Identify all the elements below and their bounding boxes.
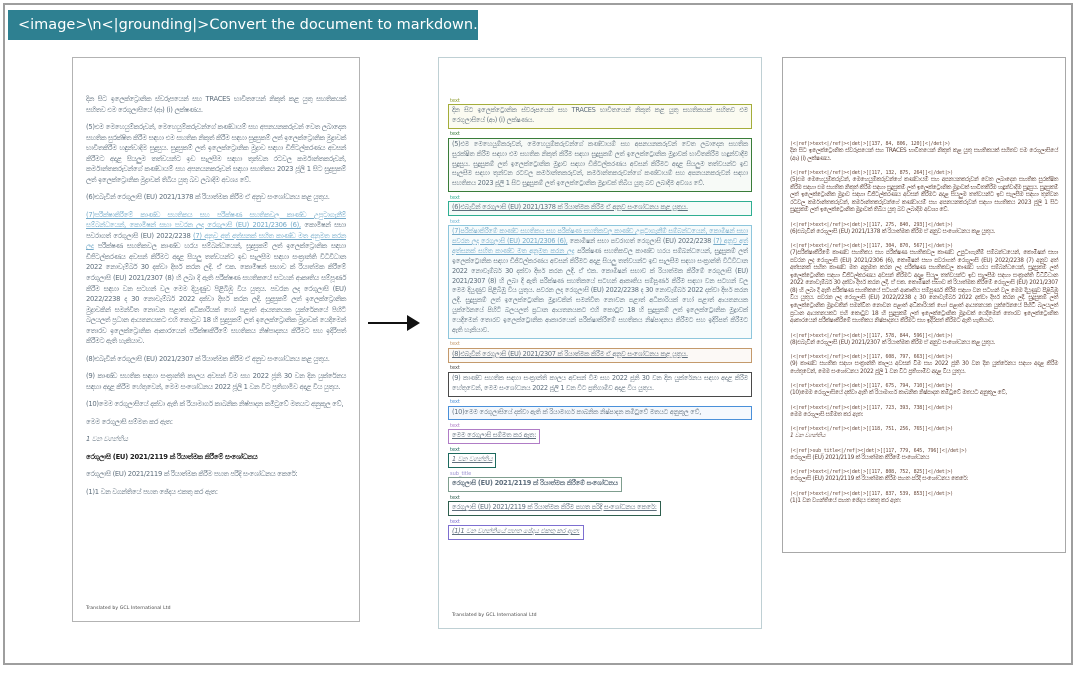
annotated-document-content: [439, 58, 761, 540]
arrow-icon: [368, 315, 420, 331]
detected-box: [448, 494, 661, 516]
paragraph: (9) කාණ්ඩ සහතික සඳහා සංක්‍රාන්ති කාලය අවසන් වීම සහ 2022 ජූනි 30 වන දින යුක්රේනය සඳහා අදාළ කිරීම හේතුවෙන්, මෙම සංශෝධනය 2022 ජූලි 1 වන විට ප්‍රතිගාමීව අදාළ විය යුතුය.: [86, 372, 346, 391]
grounding-entry: [790, 222, 1058, 237]
markdown-output-content: [783, 58, 1065, 505]
paragraph: (8)එබැවින් රෙගුලාසි (EU) 2021/2307 ක් රියාත්මක කිරීම ඒ අනුව සංශෝධනය කළ යුතුය.: [86, 354, 330, 363]
paragraph: (1)1 වන වගන්තියේ පහත ඡේදය එකතු කර ඇත:: [86, 487, 218, 496]
paragraph: [86, 210, 346, 347]
arrow-shaft: [368, 322, 409, 325]
ref-token: (<|ref|>text<|/ref|><|det|>[[118, 751, 256, 765]]<|/det|>): [790, 426, 953, 433]
original-document-content: [73, 58, 359, 497]
box-text: (9) කාණ්ඩ සහතික සඳහා සංක්‍රාන්ති කාලය අවසන් වීම සහ 2022 ජූනි 30 වන දින යුක්රේනය සඳහා අදාළ කිරීම හේතුවෙන්, මෙම සංශෝධනය 2022 ජූලි 1 වන විට ප්‍රතිගාමීව අදාළ විය යුතුය.: [452, 373, 748, 392]
detected-box: [448, 194, 752, 216]
article-heading: 1 වන වගන්තිය: [86, 435, 128, 444]
text-segment: (7) අනුව අත් අත්සනක් සහිත කාණ්ඩ මත අනුමත කරන ලද: [452, 237, 748, 255]
output-text: දින සිට ඉලෙක්ට්‍රොනික ස්වරූපයෙන් සහ TRACES භාවිතයෙන් නිකුත් කළ යුතු සහතිකයක් සහිතව එම රෙගුලාසියේ (ආ) (i) ලක්ෂණය.: [790, 148, 1058, 162]
grounding-entry: [790, 383, 1058, 398]
box-label: text: [450, 341, 460, 348]
output-text: රෙගුලාසි (EU) 2021/2119 ක් රියාත්මක කිරීම පහත පරිදි සංශෝධනය කෙරේ:: [790, 476, 969, 483]
ref-token: (<|ref|>text<|/ref|><|det|>[[117, 132, 875, 264]]<|/det|>): [790, 170, 953, 177]
ref-token: (<|ref|>text<|/ref|><|det|>[[117, 837, 539, 853]]<|/det|>): [790, 490, 953, 497]
box-label: text: [450, 131, 460, 138]
grounding-entry: [790, 448, 1058, 463]
page-footer: Translated by GCL International Ltd: [452, 613, 537, 618]
paragraph: මෙම රෙගුලාසි සම්මත කර ඇත:: [86, 417, 173, 426]
output-text: (10)මෙම රෙගුලාසියේ දක්වා ඇති ක් රියාමාර්ග කාබනික නිෂ්පාදන කමිටුවේ මතයට අනුකූල වේ,: [790, 390, 1007, 397]
box-text: [452, 227, 748, 336]
detected-box: [448, 422, 540, 444]
page-footer: Translated by GCL International Ltd: [86, 606, 171, 611]
box-label: text: [450, 218, 460, 225]
paragraph: දින සිට ඉලෙක්ට්‍රොනික ස්වරූපයෙන් සහ TRACES භාවිතයෙන් නිකුත් කළ යුතු සහතිකයක් සහිතව එම රෙගුලාසියේ (ආ) (i) ලක්ෂණය.: [86, 95, 346, 114]
box-text: (8)එබැවින් රෙගුලාසි (EU) 2021/2307 ක් රියාත්මක කිරීම ඒ අනුව සංශෝධනය කළ යුතුය.: [452, 349, 688, 358]
box-text: (5)එම මෙහෙයුම්කරුවන්, මෙහෙයුම්කරුවන්ගේ කණ්ඩායම් සහ අපනයනකරුවන් වෙත ලබාදෙන සහතික සුරක්ෂිත කිරීම සඳහා එම සහතික නිකුත් කිරීම සඳහා සුදුසුකම් ලත් ඉලෙක්ට්‍රොනික මුද්‍රාවක් භාවිතකිරීම හඳුන්වාදීම සුදුසුය. සුදුසුකම් ලත් ඉලෙක්ට්‍රොනික මුද්‍රාව සඳහා ඩිජිටල්කරණය අවසන් කිරීමට අදාළ සියලුම තත්වයන්ට ඉඩ සැලසීම සඳහා තුන්වන රටවල කර්මාන්තකරුවන්, කර්මාන්තකරුවන්ගේ කණ්ඩායම් සහ අපනයනකරුවන් සඳහා සහතිකය 2023 ජූලි 1 සිට සුදුසුකම් ලත් ඉලෙක්ට්‍රොනික මුද්‍රාවක් තිබිය යුතු බව ලබාදීම අවශ්‍ය වේ.: [452, 139, 748, 188]
detected-box: [448, 341, 752, 363]
ref-token: (<|ref|>text<|/ref|><|det|>[[137, 84, 806, 120]]<|/det|>): [790, 141, 951, 147]
grounding-entry: [790, 354, 1058, 376]
text-segment: කොමිෂන් සභා පවරාගත් රෙගුලාසි (EU) 2022/2238: [894, 257, 1027, 264]
paragraph: (5)එම මෙහෙයුම්කරුවන්, මෙහෙයුම්කරුවන්ගේ කණ්ඩායම් සහ අපනයනකරුවන් වෙත ලබාදෙන සහතික සුරක්ෂිත කිරීම සඳහා එම සහතික නිකුත් කිරීම සඳහා සුදුසුකම් ලත් ඉලෙක්ට්‍රොනික මුද්‍රාවක් භාවිතකිරීම හඳුන්වාදීම සුදුසුය. සුදුසුකම් ලත් ඉලෙක්ට්‍රොනික මුද්‍රාව සඳහා ඩිජිටල්කරණය අවසන් කිරීමට අදාළ සියලුම තත්වයන්ට ඉඩ සැලසීම සඳහා තුන්වන රටවල කර්මාන්තකරුවන්, කර්මාන්තකරුවන්ගේ කණ්ඩායම් සහ අපනයනකරුවන් සඳහා සහතිකය 2023 ජූලි 1 සිට සුදුසුකම් ලත් ඉලෙක්ට්‍රොනික මුද්‍රාවක් තිබිය යුතු බව ලබාදීම අවශ්‍ය වේ.: [86, 123, 346, 184]
ref-token: (<|ref|>text<|/ref|><|det|>[[117, 304, 870, 567]]<|/det|>): [790, 243, 953, 250]
output-text: (8)එබැවින් රෙගුලාසි (EU) 2021/2307 ක් රියාත්මක කිරීම ඒ අනුව සංශෝධනය කළ යුතුය.: [790, 339, 996, 346]
detected-box: [448, 365, 752, 397]
box-text: (10)මෙම රෙගුලාසියේ දක්වා ඇති ක් රියාමාර්ග කාබනික නිෂ්පාදන කමිටුවේ මතයට අනුකූල වේ,: [452, 407, 701, 416]
paragraph: (6)එබැවින් රෙගුලාසි (EU) 2021/1378 ක් රියාත්මක කිරීම ඒ අනුව සංශෝධනය කළ යුතුය.: [86, 193, 330, 202]
output-text: (5)එම මෙහෙයුම්කරුවන්, මෙහෙයුම්කරුවන්ගේ කණ්ඩායම් සහ අපනයනකරුවන් වෙත ලබාදෙන සහතික සුරක්ෂිත කිරීම සඳහා එම සහතික නිකුත් කිරීම සඳහා සුදුසුකම් ලත් ඉලෙක්ට්‍රොනික මුද්‍රාවක් භාවිතකිරීම හඳුන්වාදීම සුදුසුය. සුදුසුකම් ලත් ඉලෙක්ට්‍රොනික මුද්‍රාව සඳහා ඩිජිටල්කරණය අවසන් කිරීමට අදාළ සියලුම තත්වයන්ට ඉඩ සැලසීම සඳහා තුන්වන රටවල කර්මාන්තකරුවන්, කර්මාන්තකරුවන්ගේ කණ්ඩායම් සහ අපනයනකරුවන් සඳහා සහතිකය 2023 ජූලි 1 සිට සුදුසුකම් ලත් ඉලෙක්ට්‍රොනික මුද්‍රාවක් තිබිය යුතු බව ලබාදීම අවශ්‍ය වේ.: [790, 177, 1058, 214]
box-label: text: [450, 422, 460, 429]
detected-box: [448, 470, 622, 492]
output-text: මෙම රෙගුලාසි සම්මත කර ඇත:: [790, 411, 864, 418]
text-segment: (7)පරීක්ෂාකිරීමේ කාණ්ඩ සහතිකය සහ පරීක්ෂණ සහතිකවල කාණ්ඩ උපුටාගැනීම් සම්බන්ධයෙන්, කොමිෂන් සභා පවරන ලද රෙගුලාසි (EU) 2021/2306 (6),: [86, 210, 346, 230]
ref-token: (<|ref|>text<|/ref|><|det|>[[117, 675, 794, 710]]<|/det|>): [790, 383, 953, 390]
box-label: sub_title: [450, 470, 472, 477]
box-text: දින සිට ඉලෙක්ට්‍රොනික ස්වරූපයෙන් සහ TRACES භාවිතයෙන් නිකුත් කළ යුතු සහතිකයක් සහිතව එම රෙගුලාසියේ (ආ) (i) ලක්ෂණය.: [452, 106, 748, 124]
text-segment: පරීක්ෂණ සහතිකවල කාණ්ඩ හරය සම්බන්ධයෙන්, සුදුසුකම් ලත් ඉලෙක්ට්‍රොනික සඳහා ඩිජිටල්කරණය අවසන් කිරීමට අදාළ සියලු තත්වයන්ට ඉඩ සැලසීම සඳහා සංක්‍රාන්ති විධිවිධාන 2022 නොවැම්බර් 30 දක්වා දීර්ඝ කරන ලදී. ඒ් එක. කොමිෂන් සභාව ක් රියාත්මක කිරීමේ රෙගුලාසි (EU) 2021/2307 (8) හි ලබා දී ඇති පරීක්ෂණ සහතිකයේ සටහන් ආකෘතිය සම්පූර්ණ කිරීම සඳහා වන සටහන් වල මෙම දියුණුව පිළිබිඹු විය යුතුය. පවරන ලද රෙගුලාසි (EU) 2022/2238 ද 30 නොවැම්බර් 2022 දක්වා දීර්ඝ කරන ලදී. සුදුසුකම් ලත් ඉලෙක්ට්‍රොනික මුද්‍රාවකින් සමන්විත නොවන පළාත් අධිකාරියක් හෝ පළාත් ආයතනයක යුක්රේනයේ පිහිටි බලයලත් ප්‍රධාන ආයතනයකට එහි කොටුව 18 හි සුදුසුකම් ලත් ඉලෙක්ට්‍රොනික මුද්‍රාවක් යෙදීමෙන් තොරව ඉලෙක්ට්‍රොනික ආකාරයෙන් පරීක්ෂාකිරීමේ සහතිකය නිෂ්පාදනය කිරීමට සහ ඉදිරිපත් කිරීමට ඇති හැකියාව.: [86, 242, 346, 346]
grounding-entry: [790, 491, 1058, 506]
text-segment: පරීක්ෂණ සහතිකවල කාණ්ඩ හරය සම්බන්ධයෙන්, සුදුසුකම් ලත් ඉලෙක්ට්‍රොනික සඳහා ඩිජිටල්කරණය අවසන් කිරීමට අදාළ සියලු තත්වයන්ට ඉඩ සැලසීම සඳහා සංක්‍රාන්ති විධිවිධාන 2022 නොවැම්බර් 30 දක්වා දීර්ඝ කරන ලදී. ඒ් එක. කොමිෂන් සභාව ක් රියාත්මක කිරීමේ රෙගුලාසි (EU) 2021/2307 (8) හි ලබා දී ඇති පරීක්ෂණ සහතිකයේ සටහන් ආකෘතිය සම්පූර්ණ කිරීම සඳහා වන සටහන් වල මෙම දියුණුව පිළිබිඹු විය යුතුය. පවරන ලද රෙගුලාසි (EU) 2022/2238 ද 30 නොවැම්බර් 2022 දක්වා දීර්ඝ කරන ලදී. සුදුසුකම් ලත් ඉලෙක්ට්‍රොනික මුද්‍රාවකින් සමන්විත නොවන පළාත් අධිකාරියක් හෝ පළාත් ආයතනයක යුක්රේනයේ පිහිටි බලයලත් ප්‍රධාන ආයතනයකට එහි කොටුව 18 හි සුදුසුකම් ලත් ඉලෙක්ට්‍රොනික මුද්‍රාවක් යෙදීමෙන් තොරව ඉලෙක්ට්‍රොනික ආකාරයෙන් පරීක්ෂාකිරීමේ සහතිකය නිෂ්පාදනය කිරීමට සහ ඉදිරිපත් කිරීමට ඇති හැකියාව.: [790, 265, 1058, 325]
box-label: text: [450, 97, 460, 104]
box-label: text: [450, 399, 460, 406]
box-label: text: [450, 518, 460, 525]
annotated-document-page: [438, 57, 762, 629]
prompt-bar: <image>\n<|grounding|>Convert the document to markdown.: [8, 10, 478, 40]
original-document-page: [72, 57, 360, 622]
text-segment: (7)පරීක්ෂාකිරීමේ කාණ්ඩ සහතිකය සහ පරීක්ෂණ සහතිකවල කාණ්ඩ උපුටාගැනීම් සම්බන්ධයෙන්, කොමිෂන් සභා පවරන ලද රෙගුලාසි (EU) 2021/2306 (6),: [452, 227, 748, 246]
output-text: (1)1 වන වගන්තියේ පහත ඡේදය එකතු කර ඇත:: [790, 497, 901, 504]
box-text: (6)එබැවින් රෙගුලාසි (EU) 2021/1378 ක් රියාත්මක කිරීම ඒ අනුව සංශෝධනය කළ යුතුය.: [452, 203, 688, 212]
text-segment: (7)පරීක්ෂාකිරීමේ කාණ්ඩ සහතිකය සහ පරීක්ෂණ සහතිකවල කාණ්ඩ උපුටාගැනීම් සම්බන්ධයෙන්, කොමිෂන් සභා පවරන ලද රෙගුලාසි (EU) 2021/2306 (6),: [790, 250, 1058, 264]
box-text: 1 වන වගන්තිය: [452, 455, 493, 464]
detected-box: [448, 218, 752, 339]
output-text: (6)එබැවින් රෙගුලාසි (EU) 2021/1378 ක් රියාත්මක කිරීම ඒ අනුව සංශෝධනය කළ යුතුය.: [790, 228, 996, 235]
grounding-entry: [790, 243, 1058, 325]
detected-box: [448, 131, 752, 192]
text-segment: (7) අනුව අත් අත්සනක් සහිත කාණ්ඩ මත අනුමත කරන ලද: [790, 257, 1059, 272]
box-text: රෙගුලාසි (EU) 2021/2119 ක් රියාත්මක කිරීම පහත පරිදි සංශෝධනය කෙරේ:: [452, 503, 657, 512]
ref-token: (<|ref|>sub_title<|/ref|><|det|>[[117, 779, 645, 796]]<|/det|>): [790, 447, 968, 454]
output-text: රෙගුලාසි (EU) 2021/2119 ක් රියාත්මක කිරීමේ සංශෝධනය: [790, 454, 929, 461]
detected-box: [448, 446, 496, 468]
box-label: text: [450, 365, 460, 372]
output-text: [790, 250, 1058, 325]
ref-token: (<|ref|>text<|/ref|><|det|>[[117, 723, 393, 738]]<|/det|>): [790, 404, 953, 411]
detected-box: [448, 399, 752, 421]
detected-box: [448, 97, 752, 129]
grounding-entry: [790, 426, 1058, 441]
ref-token: (<|ref|>text<|/ref|><|det|>[[117, 275, 840, 293]]<|/det|>): [790, 221, 953, 228]
grounding-entry: [790, 469, 1058, 484]
markdown-output-panel: [782, 57, 1066, 553]
box-text: රෙගුලාසි (EU) 2021/2119 ක් රියාත්මක කිරීමේ සංශෝධනය: [452, 479, 618, 488]
box-text: (1)1 වන වගන්තියේ පහත ඡේදය එකතු කර ඇත:: [452, 527, 580, 536]
ref-token: (<|ref|>text<|/ref|><|det|>[[117, 608, 797, 663]]<|/det|>): [790, 354, 953, 361]
text-segment: පරීක්ෂණ සහතිකවල කාණ්ඩ හරය සම්බන්ධයෙන්, සුදුසුකම් ලත් ඉලෙක්ට්‍රොනික සඳහා ඩිජිටල්කරණය අවසන් කිරීමට අදාළ සියලු තත්වයන්ට ඉඩ සැලසීම සඳහා සංක්‍රාන්ති විධිවිධාන 2022 නොවැම්බර් 30 දක්වා දීර්ඝ කරන ලදී. ඒ් එක. කොමිෂන් සභාව ක් රියාත්මක කිරීමේ රෙගුලාසි (EU) 2021/2307 (8) හි ලබා දී ඇති පරීක්ෂණ සහතිකයේ සටහන් ආකෘතිය සම්පූර්ණ කිරීම සඳහා වන සටහන් වල මෙම දියුණුව පිළිබිඹු විය යුතුය. පවරන ලද රෙගුලාසි (EU) 2022/2238 ද 30 නොවැම්බර් 2022 දක්වා දීර්ඝ කරන ලදී. සුදුසුකම් ලත් ඉලෙක්ට්‍රොනික මුද්‍රාවකින් සමන්විත නොවන පළාත් අධිකාරියක් හෝ පළාත් ආයතනයක යුක්රේනයේ පිහිටි බලයලත් ප්‍රධාන ආයතනයකට එහි කොටුව 18 හි සුදුසුකම් ලත් ඉලෙක්ට්‍රොනික මුද්‍රාවක් යෙදීමෙන් තොරව ඉලෙක්ට්‍රොනික ආකාරයෙන් පරීක්ෂාකිරීමේ සහතිකය නිෂ්පාදනය කිරීමට සහ ඉදිරිපත් කිරීමට ඇති හැකියාව.: [452, 246, 748, 335]
text-segment: (7) අනුව අත් අත්සනක් සහිත කාණ්ඩ මත අනුමත කරන ලද: [86, 231, 346, 251]
detected-box: [448, 518, 584, 540]
ref-token: (<|ref|>text<|/ref|><|det|>[[117, 578, 844, 596]]<|/det|>): [790, 332, 953, 339]
paragraph: (10)මෙම රෙගුලාසියේ දක්වා ඇති ක් රියාමාර්ග කාබනික නිෂ්පාදන කමිටුවේ මතයට අනුකූල වේ,: [86, 400, 344, 409]
text-segment: කොමිෂන් සභා පවරාගත් රෙගුලාසි (EU) 2022/2238: [86, 221, 346, 240]
grounding-entry: [790, 405, 1058, 420]
box-label: text: [450, 494, 460, 501]
output-text: 1 වන වගන්තිය: [790, 433, 826, 440]
box-label: text: [450, 194, 460, 201]
grounding-entry: [790, 333, 1058, 348]
ref-token: (<|ref|>text<|/ref|><|det|>[[117, 808, 752, 825]]<|/det|>): [790, 469, 953, 476]
arrow-head: [407, 315, 420, 331]
box-text: මෙම රෙගුලාසි සම්මත කර ඇත:: [452, 431, 536, 440]
output-text: (9) කාණ්ඩ සහතික සඳහා සංක්‍රාන්ති කාලය අවසන් වීම සහ 2022 ජූනි 30 වන දින යුක්රේනය සඳහා අදාළ කිරීම හේතුවෙන්, මෙම සංශෝධනය 2022 ජූලි 1 වන විට ප්‍රතිගාමීව අදාළ විය යුතුය.: [790, 361, 1058, 375]
sub-title: රෙගුලාසි (EU) 2021/2119 ක් රියාත්මක කිරීමේ සංශෝධනය: [86, 452, 258, 461]
text-segment: කොමිෂන් සභා පවරාගත් රෙගුලාසි (EU) 2022/2238: [567, 237, 714, 246]
box-label: text: [450, 446, 460, 453]
grounding-entry: [790, 170, 1058, 215]
paragraph: රෙගුලාසි (EU) 2021/2119 ක් රියාත්මක කිරීම පහත පරිදි සංශෝධනය කෙරේ:: [86, 470, 298, 479]
grounding-entry: [790, 141, 1058, 163]
